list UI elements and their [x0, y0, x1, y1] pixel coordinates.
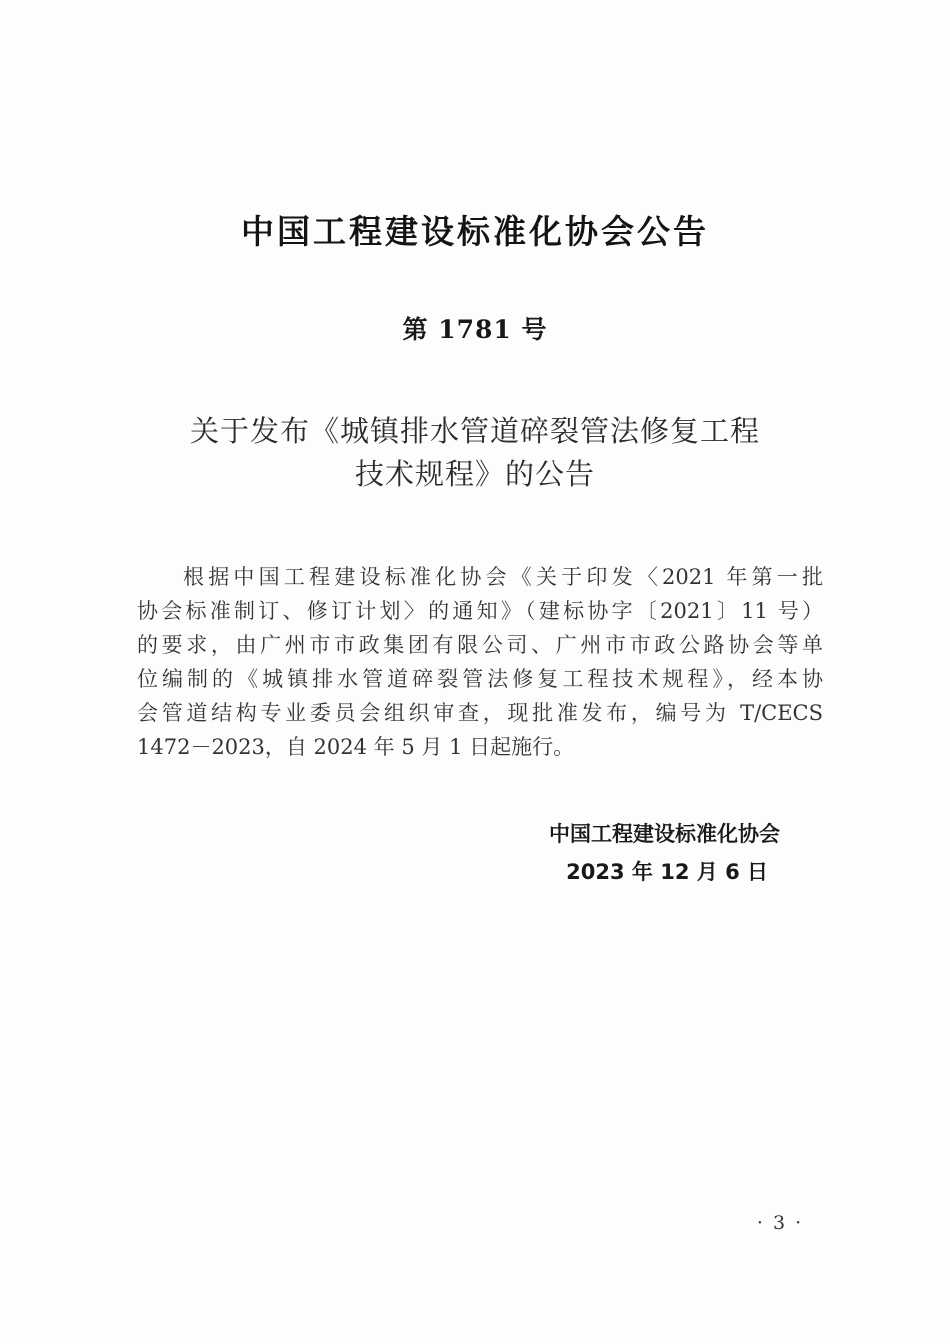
announcement-subject [150, 410, 800, 496]
announcement-number: 第 1781 号 [402, 315, 548, 344]
signature-date: 2023 年 12 月 6 日 [566, 860, 768, 884]
body-line: 根据中国工程建设标准化协会《关于印发〈2021 年第一批 [183, 565, 823, 589]
body-line: 位编制的《城镇排水管道碎裂管法修复工程技术规程》，经本协 [137, 667, 823, 691]
body-line: 的要求，由广州市市政集团有限公司、广州市市政公路协会等单 [137, 633, 823, 657]
subject-line: 关于发布《城镇排水管道碎裂管法修复工程 [189, 414, 760, 448]
page-number: · 3 · [756, 1212, 804, 1234]
signature-block [480, 815, 780, 891]
body-line: 协会标准制订、修订计划〉的通知》（建标协字〔2021〕11 号） [137, 599, 823, 623]
announcement-body [137, 560, 823, 764]
body-line: 1472－2023，自 2024 年 5 月 1 日起施行。 [137, 735, 575, 759]
organization-title: 中国工程建设标准化协会公告 [241, 212, 709, 251]
body-line: 会管道结构专业委员会组织审查，现批准发布，编号为 T/CECS [137, 701, 823, 725]
subject-line: 技术规程》的公告 [354, 457, 595, 491]
signature-organization: 中国工程建设标准化协会 [549, 822, 780, 846]
